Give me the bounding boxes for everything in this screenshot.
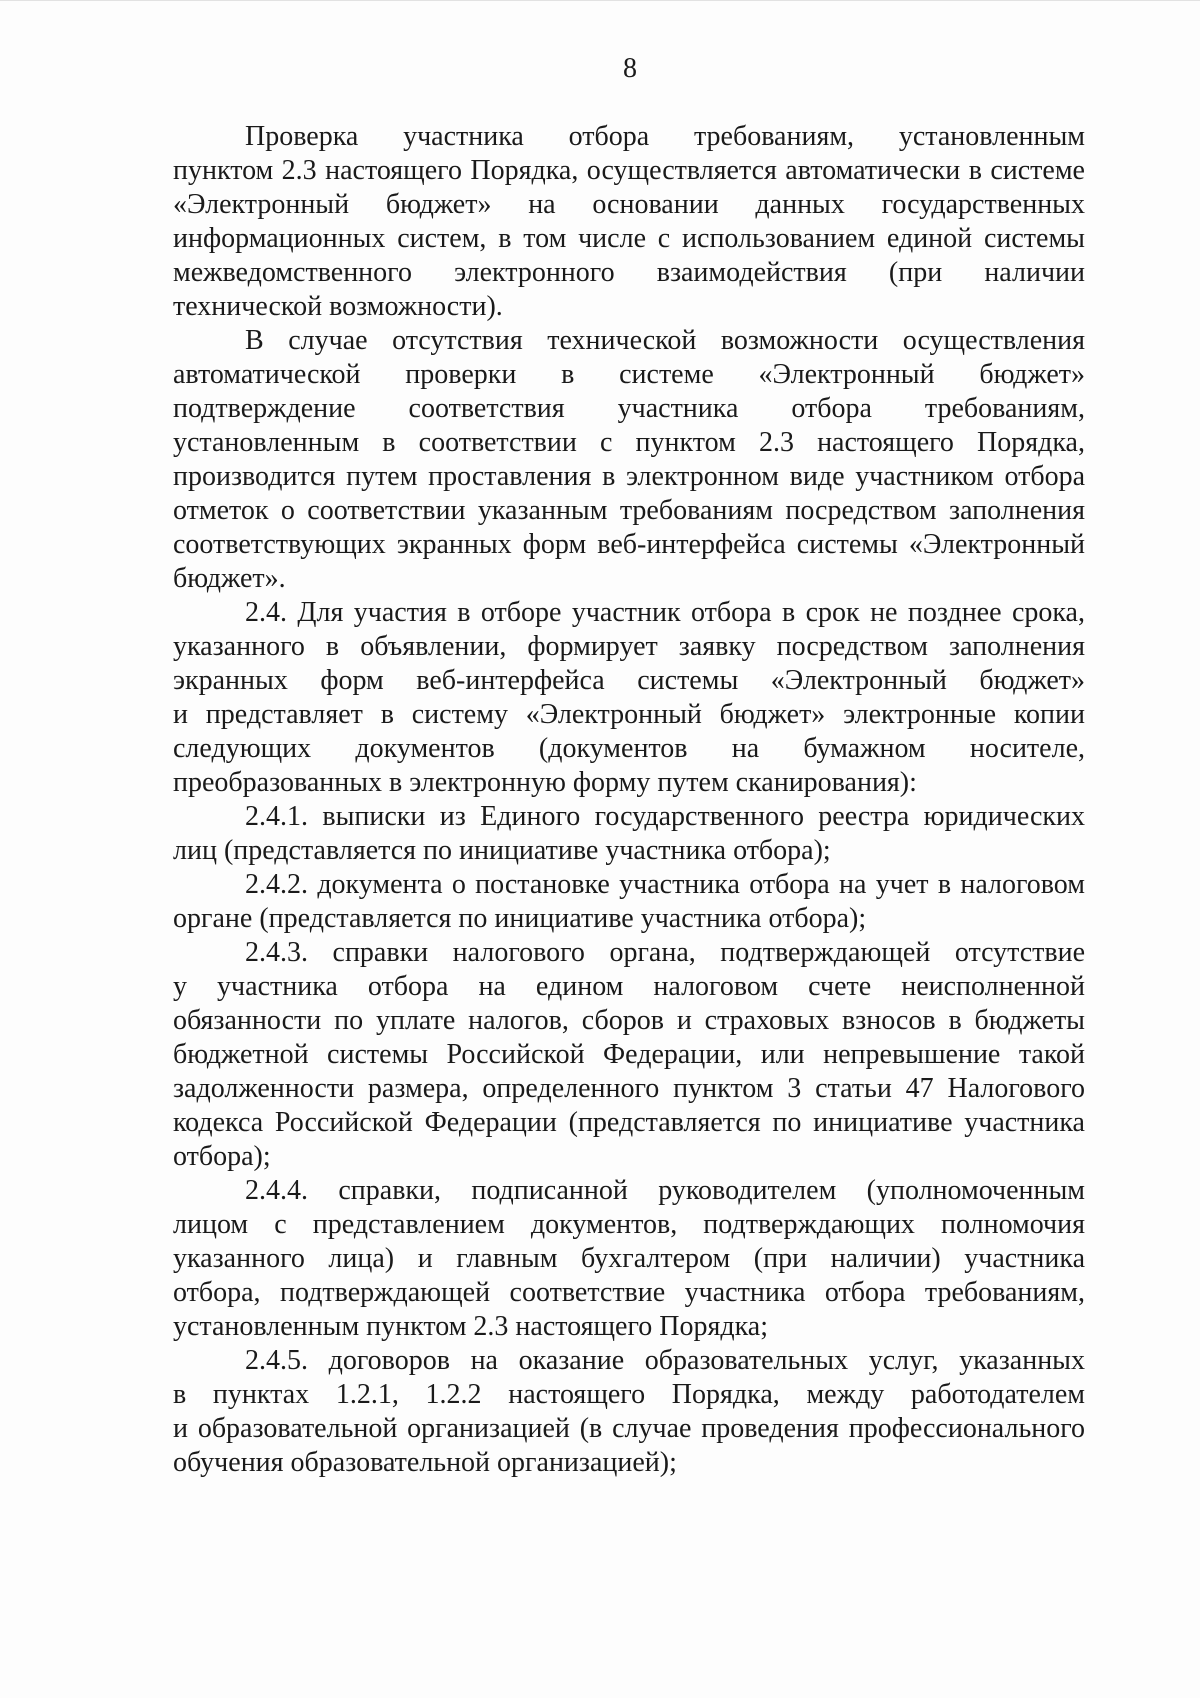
text-line: органе (представляется по инициативе участника отбора); bbox=[173, 903, 867, 934]
text-line: 2.4.1. выписки из Единого государственного реестра юридических bbox=[245, 801, 1085, 832]
paragraph-manual-confirmation bbox=[173, 324, 1085, 596]
text-line: 2.4.2. документа о постановке участника отбора на учет в налоговом bbox=[245, 869, 1085, 900]
text-line: межведомственного электронного взаимодействия (при наличии bbox=[173, 257, 1085, 288]
text-line: технической возможности). bbox=[173, 291, 503, 322]
text-line: В случае отсутствия технической возможности осуществления bbox=[245, 325, 1085, 356]
text-line: 2.4.3. справки налогового органа, подтверждающей отсутствие bbox=[245, 937, 1085, 968]
text-line: и представляет в систему «Электронный бюджет» электронные копии bbox=[173, 699, 1085, 730]
page-number: 8 bbox=[623, 53, 637, 84]
text-line: Проверка участника отбора требованиям, установленным bbox=[245, 121, 1085, 152]
text-line: преобразованных в электронную форму путем сканирования): bbox=[173, 767, 917, 798]
text-line: и образовательной организацией (в случае проведения профессионального bbox=[173, 1413, 1085, 1444]
paragraph-2-4-1 bbox=[173, 800, 1085, 868]
text-line: производится путем проставления в электронном виде участником отбора bbox=[173, 461, 1085, 492]
text-line: у участника отбора на едином налоговом счете неисполненной bbox=[173, 971, 1085, 1002]
text-line: кодекса Российской Федерации (представляется по инициативе участника bbox=[173, 1107, 1085, 1138]
text-line: указанного в объявлении, формирует заявку посредством заполнения bbox=[173, 631, 1085, 662]
paragraph-2-4-3 bbox=[173, 936, 1085, 1174]
text-line: подтверждение соответствия участника отбора требованиям, bbox=[173, 393, 1085, 424]
text-line: следующих документов (документов на бумажном носителе, bbox=[173, 733, 1085, 764]
text-line: 2.4.5. договоров на оказание образовательных услуг, указанных bbox=[245, 1345, 1085, 1376]
text-line: отбора, подтверждающей соответствие участника отбора требованиям, bbox=[173, 1277, 1085, 1308]
text-line: 2.4. Для участия в отборе участник отбора в срок не позднее срока, bbox=[245, 597, 1085, 628]
text-line: задолженности размера, определенного пунктом 3 статьи 47 Налогового bbox=[173, 1073, 1085, 1104]
text-line: автоматической проверки в системе «Электронный бюджет» bbox=[173, 359, 1085, 390]
text-line: обучения образовательной организацией); bbox=[173, 1447, 677, 1478]
paragraph-2-4-5 bbox=[173, 1344, 1085, 1480]
paragraph-2-4 bbox=[173, 596, 1085, 800]
paragraph-verification bbox=[173, 120, 1085, 324]
text-line: обязанности по уплате налогов, сборов и страховых взносов в бюджеты bbox=[173, 1005, 1085, 1036]
document-body bbox=[173, 120, 1085, 1480]
text-line: лицом с представлением документов, подтверждающих полномочия bbox=[173, 1209, 1085, 1240]
text-line: в пунктах 1.2.1, 1.2.2 настоящего Порядка, между работодателем bbox=[173, 1379, 1085, 1410]
text-line: экранных форм веб-интерфейса системы «Электронный бюджет» bbox=[173, 665, 1085, 696]
text-line: бюджетной системы Российской Федерации, или непревышение такой bbox=[173, 1039, 1085, 1070]
text-line: установленным пунктом 2.3 настоящего Порядка; bbox=[173, 1311, 768, 1342]
text-line: информационных систем, в том числе с использованием единой системы bbox=[173, 223, 1085, 254]
text-line: отметок о соответствии указанным требованиям посредством заполнения bbox=[173, 495, 1085, 526]
text-line: отбора); bbox=[173, 1141, 271, 1172]
text-line: установленным в соответствии с пунктом 2.3 настоящего Порядка, bbox=[173, 427, 1085, 458]
paragraph-2-4-4 bbox=[173, 1174, 1085, 1344]
paragraph-2-4-2 bbox=[173, 868, 1085, 936]
text-line: бюджет». bbox=[173, 563, 286, 594]
text-line: лиц (представляется по инициативе участника отбора); bbox=[173, 835, 831, 866]
text-line: пунктом 2.3 настоящего Порядка, осуществляется автоматически в системе bbox=[173, 155, 1085, 186]
text-line: указанного лица) и главным бухгалтером (при наличии) участника bbox=[173, 1243, 1085, 1274]
text-line: 2.4.4. справки, подписанной руководителем (уполномоченным bbox=[245, 1175, 1085, 1206]
text-line: «Электронный бюджет» на основании данных государственных bbox=[173, 189, 1085, 220]
text-line: соответствующих экранных форм веб-интерфейса системы «Электронный bbox=[173, 529, 1085, 560]
